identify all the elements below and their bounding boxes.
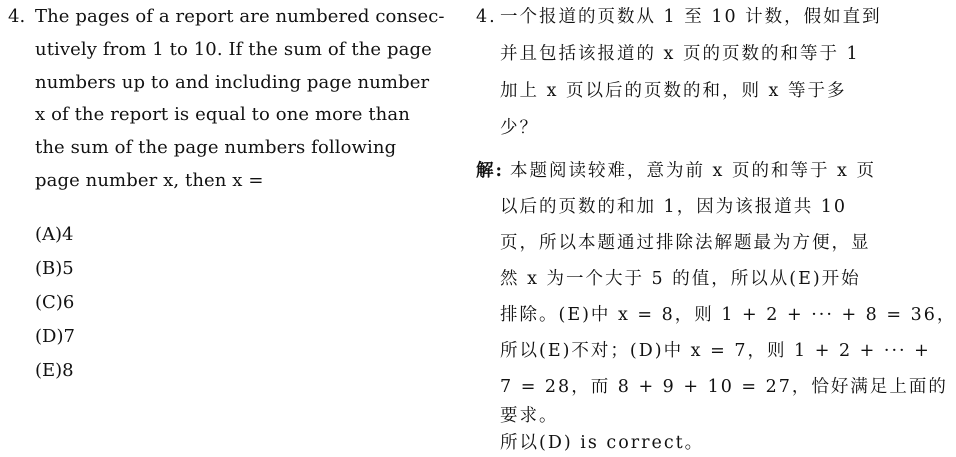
cn-question-line-1: 一个报道的页数从 1 至 10 计数，假如直到	[500, 7, 882, 27]
cn-question-line-3: 加上 x 页以后的页数的和，则 x 等于多	[500, 81, 847, 101]
option-c: (C)6	[35, 292, 75, 313]
solution-label: 解:	[476, 161, 504, 181]
solution-line-5: 排除。(E)中 x = 8，则 1 + 2 + ··· + 8 = 36，	[500, 305, 956, 325]
solution-line-3: 页，所以本题通过排除法解题最为方便，显	[500, 233, 871, 253]
problem-line-5: the sum of the page numbers following	[35, 137, 397, 158]
solution-line-7: 7 = 28，而 8 + 9 + 10 = 27，恰好满足上面的	[500, 377, 948, 397]
option-e: (E)8	[35, 360, 74, 381]
solution-conclusion: 所以(D) is correct。	[500, 433, 705, 453]
cn-problem-number: 4.	[476, 7, 497, 27]
problem-line-3: numbers up to and including page number	[35, 72, 430, 93]
problem-line-6: page number x, then x =	[35, 170, 264, 191]
solution-line-4: 然 x 为一个大于 5 的值，所以从(E)开始	[500, 269, 861, 289]
solution-line-6: 所以(E)不对；(D)中 x = 7，则 1 + 2 + ··· +	[500, 341, 931, 361]
solution-line-1: 本题阅读较难，意为前 x 页的和等于 x 页	[510, 161, 876, 181]
solution-line-2: 以后的页数的和加 1，因为该报道共 10	[500, 197, 848, 217]
problem-number: 4.	[8, 6, 26, 27]
solution-line-8: 要求。	[500, 406, 559, 426]
problem-line-4: x of the report is equal to one more than	[35, 104, 410, 125]
cn-question-line-2: 并且包括该报道的 x 页的页数的和等于 1	[500, 44, 860, 64]
option-b: (B)5	[35, 258, 74, 279]
option-a: (A)4	[35, 224, 74, 245]
cn-question-line-4: 少？	[500, 118, 539, 138]
option-d: (D)7	[35, 326, 75, 347]
problem-line-2: utively from 1 to 10. If the sum of the page	[35, 39, 432, 60]
problem-line-1: The pages of a report are numbered consec-	[35, 6, 445, 27]
